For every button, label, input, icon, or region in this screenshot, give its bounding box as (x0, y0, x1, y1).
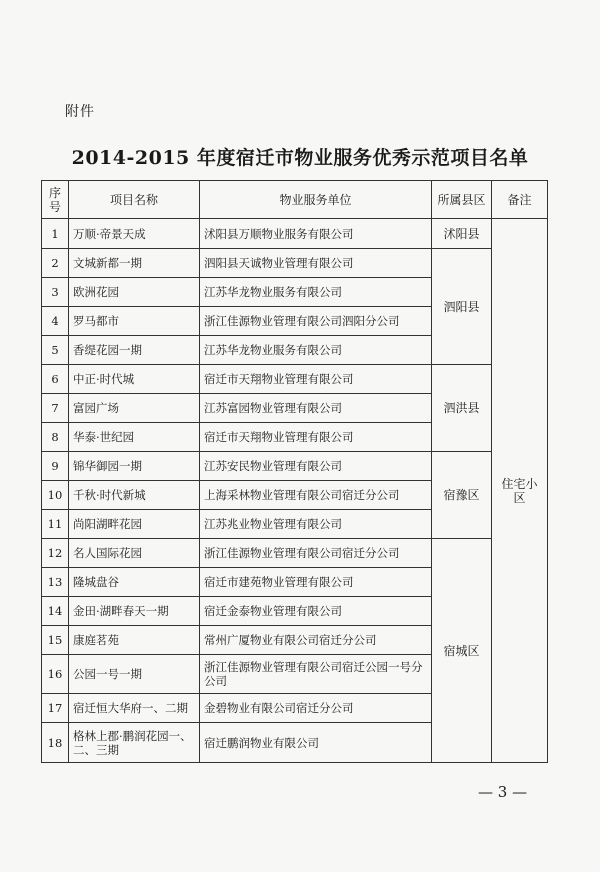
project-name: 公园一号一期 (69, 655, 200, 694)
company-name: 浙江佳源物业管理有限公司宿迁公园一号分公司 (200, 655, 432, 694)
company-name: 宿迁金泰物业管理有限公司 (200, 597, 432, 626)
table-header-row (42, 181, 548, 219)
table-row (42, 219, 548, 249)
project-name: 香缇花园一期 (69, 336, 200, 365)
company-name: 江苏富园物业管理有限公司 (200, 394, 432, 423)
company-name: 泗阳县天诚物业管理有限公司 (200, 249, 432, 278)
project-name: 欧洲花园 (69, 278, 200, 307)
district-cell: 沭阳县 (432, 219, 492, 249)
project-name: 名人国际花园 (69, 539, 200, 568)
row-number: 3 (42, 278, 69, 307)
row-number: 10 (42, 481, 69, 510)
header-index: 序号 (42, 181, 69, 219)
table-row (42, 539, 548, 568)
table-row (42, 249, 548, 278)
company-name: 宿迁市天翔物业管理有限公司 (200, 365, 432, 394)
company-name: 宿迁市天翔物业管理有限公司 (200, 423, 432, 452)
company-name: 江苏华龙物业服务有限公司 (200, 278, 432, 307)
district-cell: 泗洪县 (432, 365, 492, 452)
row-number: 15 (42, 626, 69, 655)
company-name: 上海采林物业管理有限公司宿迁分公司 (200, 481, 432, 510)
row-number: 16 (42, 655, 69, 694)
project-name: 万顺·帝景天成 (69, 219, 200, 249)
row-number: 18 (42, 723, 69, 763)
project-name: 千秋·时代新城 (69, 481, 200, 510)
project-name: 文城新都一期 (69, 249, 200, 278)
header-project-name: 项目名称 (69, 181, 200, 219)
company-name: 常州广厦物业有限公司宿迁分公司 (200, 626, 432, 655)
page-number: — 3 — (478, 783, 528, 801)
company-name: 沭阳县万顺物业服务有限公司 (200, 219, 432, 249)
row-number: 1 (42, 219, 69, 249)
project-name: 华泰·世纪园 (69, 423, 200, 452)
header-note: 备注 (492, 181, 548, 219)
row-number: 8 (42, 423, 69, 452)
table-row (42, 452, 548, 481)
project-name: 金田·湖畔春天一期 (69, 597, 200, 626)
company-name: 江苏安民物业管理有限公司 (200, 452, 432, 481)
row-number: 7 (42, 394, 69, 423)
project-name: 锦华御园一期 (69, 452, 200, 481)
row-number: 12 (42, 539, 69, 568)
row-number: 9 (42, 452, 69, 481)
document-title: 2014-2015 年度宿迁市物业服务优秀示范项目名单 (71, 147, 529, 169)
company-name: 浙江佳源物业管理有限公司泗阳分公司 (200, 307, 432, 336)
project-name: 康庭茗苑 (69, 626, 200, 655)
header-company: 物业服务单位 (200, 181, 432, 219)
project-name: 中正·时代城 (69, 365, 200, 394)
header-district: 所属县区 (432, 181, 492, 219)
note-cell: 住宅小区 (492, 219, 548, 763)
row-number: 17 (42, 694, 69, 723)
district-cell: 泗阳县 (432, 249, 492, 365)
company-name: 金碧物业有限公司宿迁分公司 (200, 694, 432, 723)
company-name: 江苏兆业物业管理有限公司 (200, 510, 432, 539)
project-name: 富园广场 (69, 394, 200, 423)
district-cell: 宿豫区 (432, 452, 492, 539)
company-name: 宿迁鹏润物业有限公司 (200, 723, 432, 763)
project-name: 宿迁恒大华府一、二期 (69, 694, 200, 723)
table-row (42, 365, 548, 394)
company-name: 江苏华龙物业服务有限公司 (200, 336, 432, 365)
row-number: 11 (42, 510, 69, 539)
row-number: 6 (42, 365, 69, 394)
row-number: 5 (42, 336, 69, 365)
row-number: 14 (42, 597, 69, 626)
project-name: 格林上郡·鹏润花园一、二、三期 (69, 723, 200, 763)
row-number: 2 (42, 249, 69, 278)
company-name: 宿迁市建苑物业管理有限公司 (200, 568, 432, 597)
project-table (41, 180, 548, 763)
attachment-label: 附件 (65, 104, 95, 120)
district-cell: 宿城区 (432, 539, 492, 763)
project-name: 隆城盘谷 (69, 568, 200, 597)
row-number: 4 (42, 307, 69, 336)
project-name: 尚阳湖畔花园 (69, 510, 200, 539)
company-name: 浙江佳源物业管理有限公司宿迁分公司 (200, 539, 432, 568)
project-name: 罗马都市 (69, 307, 200, 336)
row-number: 13 (42, 568, 69, 597)
